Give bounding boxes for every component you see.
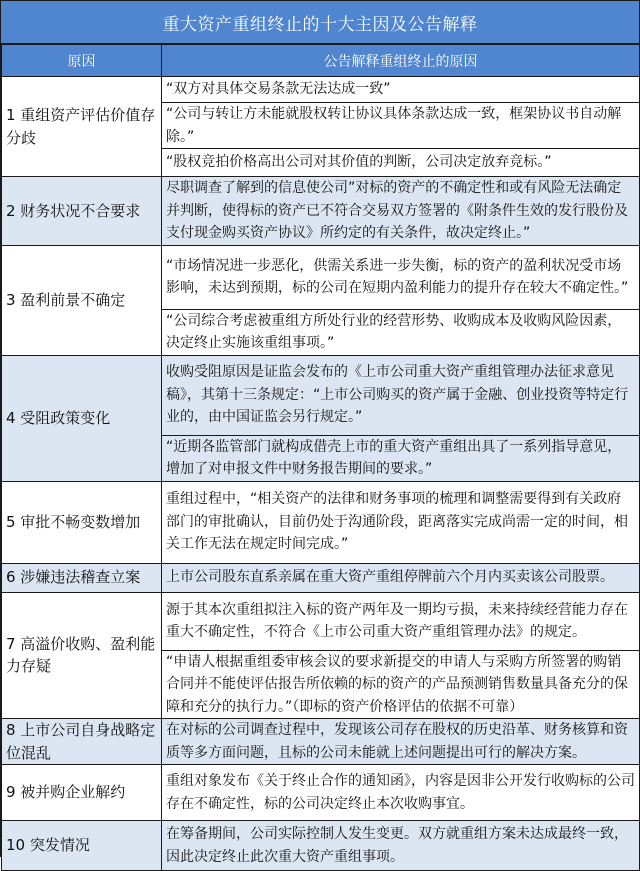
reason-cell: 4 受阻政策变化	[2, 355, 162, 481]
table-row	[2, 355, 640, 435]
reason-cell: 2 财务状况不合要求	[2, 177, 162, 246]
explanation-cell: “公司综合考虑被重组方所处行业的经营形势、收购成本及收购风险因素，决定终止实施该重组事项。”	[162, 309, 640, 355]
table-row	[2, 245, 640, 309]
explanation-cell: “近期各监管部门就构成借壳上市的重大资产重组出具了一系列指导意见，增加了对申报文件中财务报告期间的要求。”	[162, 435, 640, 481]
table-row	[2, 77, 640, 103]
reason-cell: 7 高溢价收购、盈利能力存疑	[2, 592, 162, 719]
table-title: 重大资产重组终止的十大主因及公告解释	[1, 1, 639, 45]
header-explanation: 公告解释重组终止的原因	[162, 45, 640, 77]
explanation-cell: 上市公司股东直系亲属在重大资产重组停牌前六个月内买卖该公司股票。	[162, 563, 640, 592]
explanation-cell: 尽职调查了解到的信息使公司”对标的资产的不确定性和或有风险无法确定并判断，使得标的资产已不符合交易双方签署的《附条件生效的发行股份及支付现金购买资产协议》所约定的有关条件，故决定终止。”	[162, 177, 640, 246]
reason-cell: 8 上市公司自身战略定位混乱	[2, 719, 162, 765]
explanation-cell: 重组对象发布《关于终止合作的通知函》，内容是因非公开发行收购标的公司存在不确定性，标的公司决定终止本次收购事宜。	[162, 765, 640, 821]
table-row	[2, 563, 640, 592]
explanation-cell: 在筹备期间，公司实际控制人发生变更。双方就重组方案未达成最终一致，因此决定终止此次重大资产重组事项。	[162, 821, 640, 871]
reason-cell: 9 被并购企业解约	[2, 765, 162, 821]
table-row	[2, 821, 640, 871]
explanation-cell: 源于其本次重组拟注入标的资产两年及一期均亏损，未来持续经营能力存在重大不确定性，不符合《上市公司重大资产重组管理办法》的规定。	[162, 592, 640, 650]
table-row	[2, 177, 640, 246]
explanation-cell: 在对标的公司调查过程中，发现该公司存在股权的历史沿革、财务核算和资质等多方面问题，且标的公司未能就上述问题提出可行的解决方案。	[162, 719, 640, 765]
reason-cell: 5 审批不畅变数增加	[2, 481, 162, 563]
explanation-cell: 收购受阻原因是证监会发布的《上市公司重大资产重组管理办法征求意见稿》，其第十三条规定：“上市公司购买的资产属于金融、创业投资等特定行业的，由中国证监会另行规定。”	[162, 355, 640, 435]
explanation-cell: “双方对具体交易条款无法达成一致”	[162, 77, 640, 103]
reason-cell: 6 涉嫌违法稽查立案	[2, 563, 162, 592]
explanation-cell: “股权竞拍价格高出公司对其价值的判断，公司决定放弃竞标。”	[162, 149, 640, 177]
reason-cell: 3 盈利前景不确定	[2, 245, 162, 355]
header-reason: 原因	[2, 45, 162, 77]
table-row	[2, 592, 640, 650]
reasons-table	[1, 45, 640, 871]
reason-cell: 10 突发情况	[2, 821, 162, 871]
explanation-cell: 重组过程中，“相关资产的法律和财务事项的梳理和调整需要得到有关政府部门的审批确认，目前仍处于沟通阶段，距离落实完成尚需一定的时间，相关工作无法在规定时间完成。”	[162, 481, 640, 563]
explanation-cell: “申请人根据重组委审核会议的要求新提交的申请人与采购方所签署的购销合同并不能使评估报告所依赖的标的资产的产品预测销售数量具备充分的保障和充分的执行力。”（即标的资产价格评估的依据不可靠）	[162, 650, 640, 719]
header-row	[2, 45, 640, 77]
table-row	[2, 719, 640, 765]
table-row	[2, 765, 640, 821]
explanation-cell: “公司与转让方未能就股权转让协议具体条款达成一致，框架协议书自动解除。”	[162, 103, 640, 149]
explanation-cell: “市场情况进一步恶化，供需关系进一步失衡，标的资产的盈利状况受市场影响，未达到预期，标的公司在短期内盈利能力的提升存在较大不确定性。”	[162, 245, 640, 309]
table-row	[2, 481, 640, 563]
reason-cell: 1 重组资产评估价值存分歧	[2, 77, 162, 177]
